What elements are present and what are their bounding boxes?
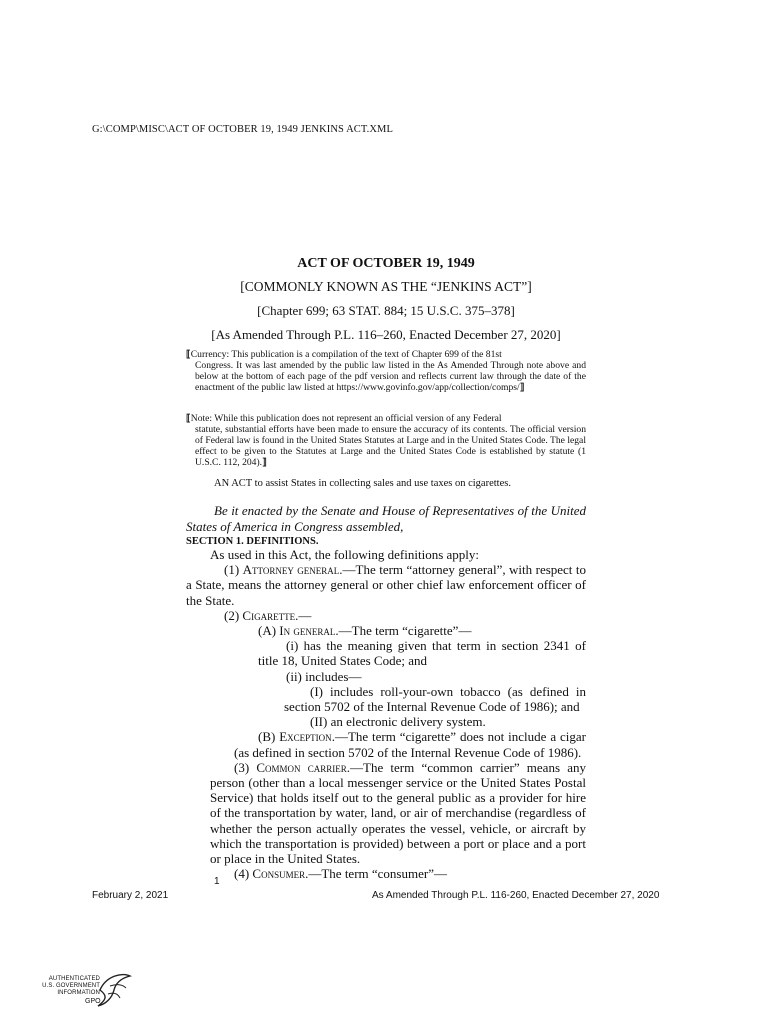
cigarette-clause-ii: (ii) includes—	[286, 668, 362, 684]
footer-amended-through: As Amended Through P.L. 116-260, Enacted December 27, 2020	[372, 890, 660, 901]
act-title: ACT OF OCTOBER 19, 1949	[297, 256, 475, 271]
amended-through-heading: [As Amended Through P.L. 116–260, Enacted December 27, 2020]	[211, 327, 561, 342]
definition-cigarette: (2) Cigarette.—	[224, 607, 312, 623]
cigarette-subclause-II: (II) an electronic delivery system.	[310, 714, 486, 730]
eagle-icon	[96, 970, 132, 1010]
cigarette-subclause-I: (I) includes roll-your-own tobacco (as defined in section 5702 of the Internal Revenue Code of 1986); and	[284, 683, 586, 715]
currency-note	[186, 350, 586, 394]
close-bracket: ⟧	[262, 456, 267, 468]
term-attorney-general: Attorney general	[242, 562, 340, 578]
term-in-general: In general	[279, 623, 336, 639]
page-number: 1	[214, 876, 220, 887]
definition-attorney-general: (1) Attorney general.—The term “attorney general”, with respect to a State, means the attorney general or other chief law enforcement officer of the State.	[186, 562, 586, 608]
term-exception: Exception	[279, 729, 332, 745]
gpo-authentication-seal	[42, 970, 132, 1016]
cigarette-clause-i: (i) has the meaning given that term in section 2341 of title 18, United States Code; and	[258, 638, 586, 669]
currency-rest: Congress. It was last amended by the public law listed in the As Amended Through note above and below at the bottom of each page of the pdf version and reflects current law through the date of the enactment of the public law listed at https://www.govinfo.gov/app/collection/comps/	[195, 359, 586, 393]
term-cigarette: Cigarette	[242, 607, 296, 623]
note-first-line: Note: While this publication does not represent an official version of any Federal	[190, 413, 502, 424]
cigarette-in-general: (A) In general.—The term “cigarette”—	[258, 623, 472, 639]
term-consumer: Consumer	[252, 866, 306, 882]
section-body	[186, 547, 586, 881]
act-purpose: AN ACT to assist States in collecting sales and use taxes on cigarettes.	[214, 478, 511, 489]
definition-common-carrier: (3) Common carrier.—The term “common carrier” means any person (other than a local messenger service or the United States Postal Service) that holds itself out to the general public as a provider for hire of the transportation by water, land, or air of merchandise (regardless of whether the person actually operates the vessel, vehicle, or aircraft by which the transportation is provided) between a port or place and a port or place in the United States.	[210, 759, 586, 867]
enacting-clause: Be it enacted by the Senate and House of Representatives of the United States of America in Congress assembled,	[186, 503, 586, 534]
footer-date: February 2, 2021	[92, 890, 169, 901]
seal-text: AUTHENTICATED U.S. GOVERNMENT INFORMATION	[42, 976, 100, 996]
section-heading: SECTION 1. DEFINITIONS.	[186, 536, 319, 547]
currency-first-line: Currency: This publication is a compilation of the text of Chapter 699 of the 81st	[190, 349, 502, 360]
citation: [Chapter 699; 63 STAT. 884; 15 U.S.C. 375–378]	[257, 303, 515, 318]
note-rest: statute, substantial efforts have been made to ensure the accuracy of its contents. The official version of Federal law is found in the United States Statutes at Large and in the United States Code. The legal effect to be given to the Statutes at Large and the United States Code is established by statute (1 U.S.C. 112, 204).	[195, 423, 586, 468]
cigarette-exception: (B) Exception.—The term “cigarette” does not include a cigar (as defined in section 5702 of the Internal Revenue Code of 1986).	[234, 729, 586, 760]
file-path: G:\COMP\MISC\ACT OF OCTOBER 19, 1949 JENKINS ACT.XML	[92, 124, 393, 135]
open-bracket: ⟦	[186, 413, 191, 424]
official-version-note	[186, 414, 586, 469]
seal-gpo-label: GPO	[85, 998, 101, 1005]
section-intro: As used in this Act, the following definitions apply:	[210, 547, 480, 562]
term-common-carrier: Common carrier	[256, 759, 347, 775]
close-bracket: ⟧	[519, 381, 525, 393]
definition-consumer: (4) Consumer.—The term “consumer”—	[234, 866, 447, 882]
known-as: [COMMONLY KNOWN AS THE “JENKINS ACT”]	[240, 279, 532, 294]
open-bracket: ⟦	[186, 349, 191, 360]
